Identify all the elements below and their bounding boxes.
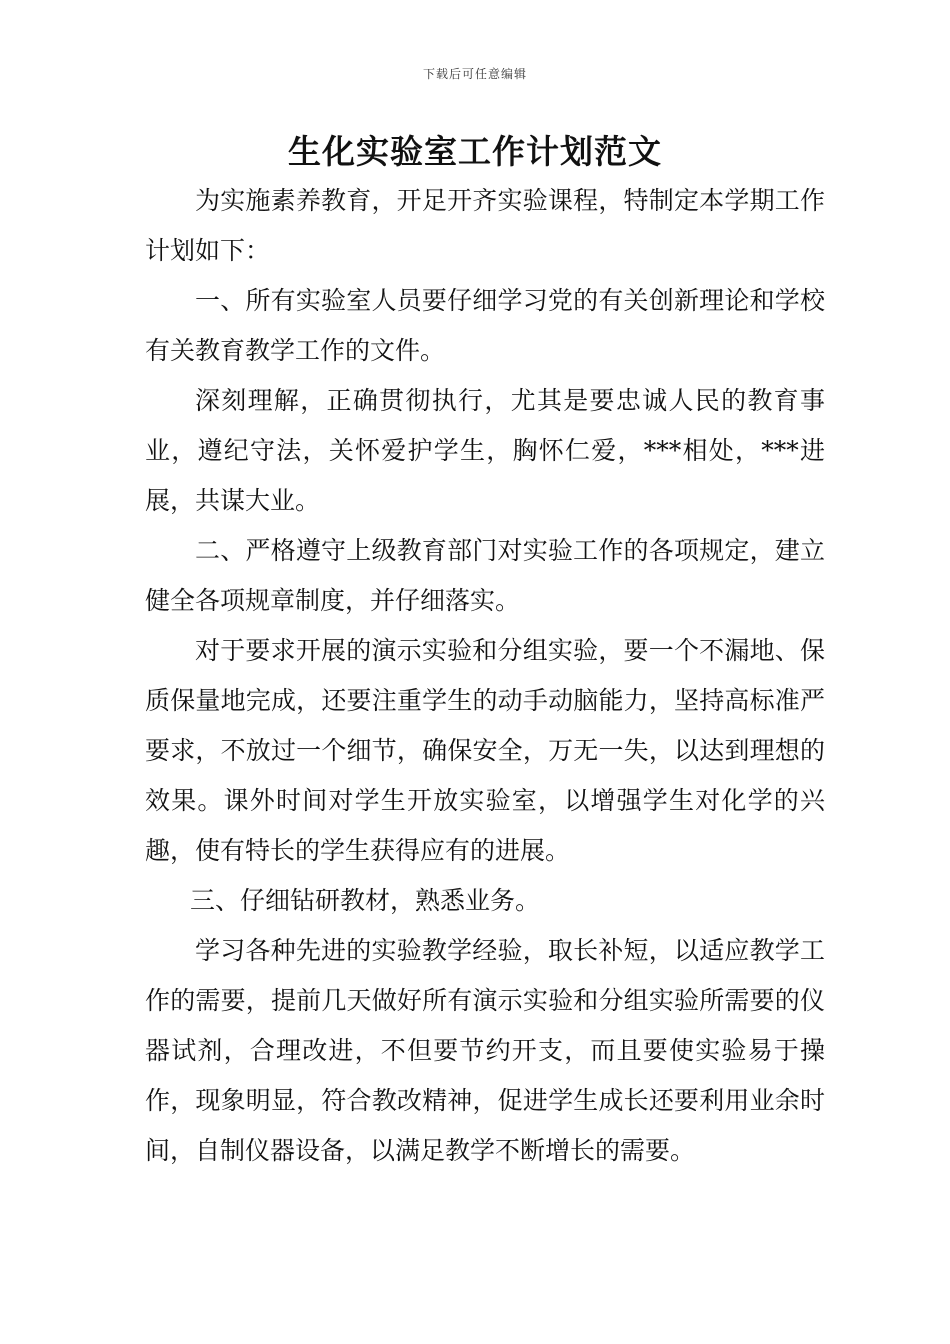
page-title: 生化实验室工作计划范文 — [288, 132, 662, 171]
paragraph-section-3: 三、仔细钻研教材，熟悉业务。 — [190, 886, 541, 915]
paragraph-section-1-detail: 深刻理解，正确贯彻执行，尤其是要忠诚人民的教育事业，遵纪守法，关怀爱护学生，胸怀仁爱，***相处，***进展，共谋大业。 — [145, 386, 825, 515]
paragraph-intro: 为实施素养教育，开足开齐实验课程，特制定本学期工作计划如下： — [145, 186, 825, 265]
document-body — [145, 176, 825, 1176]
paragraph-section-3-detail: 学习各种先进的实验教学经验，取长补短，以适应教学工作的需要，提前几天做好所有演示实验和分组实验所需要的仪器试剂，合理改进，不但要节约开支，而且要使实验易于操作，现象明显，符合教改精神，促进学生成长还要利用业余时间，自制仪器设备，以满足教学不断增长的需要。 — [145, 936, 825, 1165]
paragraph-section-2-detail: 对于要求开展的演示实验和分组实验，要一个不漏地、保质保量地完成，还要注重学生的动手动脑能力，坚持高标准严要求，不放过一个细节，确保安全，万无一失，以达到理想的效果。课外时间对学生开放实验室，以增强学生对化学的兴趣，使有特长的学生获得应有的进展。 — [145, 636, 825, 865]
header-note: 下载后可任意编辑 — [422, 67, 527, 81]
paragraph-section-2: 二、严格遵守上级教育部门对实验工作的各项规定，建立健全各项规章制度，并仔细落实。 — [145, 536, 825, 615]
paragraph-section-1: 一、所有实验室人员要仔细学习党的有关创新理论和学校有关教育教学工作的文件。 — [145, 286, 825, 365]
